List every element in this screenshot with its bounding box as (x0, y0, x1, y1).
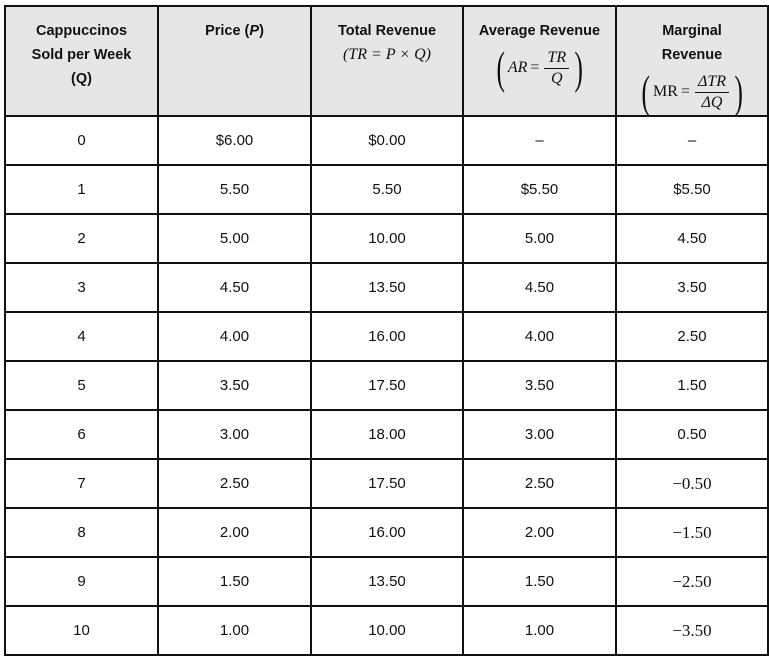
cell-price: 2.50 (158, 459, 311, 508)
cell-average-revenue: – (463, 116, 616, 165)
right-paren: ) (734, 66, 743, 117)
cell-quantity: 5 (5, 361, 158, 410)
ar-lhs: AR (507, 59, 528, 76)
cell-quantity: 4 (5, 312, 158, 361)
cell-average-revenue: 3.50 (463, 361, 616, 410)
revenue-table-container (4, 5, 767, 645)
header-price-suffix: ) (259, 23, 264, 39)
cell-total-revenue: 17.50 (311, 361, 463, 410)
cell-total-revenue: 16.00 (311, 312, 463, 361)
cell-marginal-revenue: −1.50 (616, 508, 768, 557)
cell-total-revenue: $0.00 (311, 116, 463, 165)
table-row (5, 361, 768, 410)
ar-fraction (544, 48, 569, 89)
table-row (5, 263, 768, 312)
cell-average-revenue: 5.00 (463, 214, 616, 263)
cell-marginal-revenue: −0.50 (616, 459, 768, 508)
cell-price: 3.50 (158, 361, 311, 410)
cell-quantity: 10 (5, 606, 158, 655)
ar-equals: = (530, 59, 540, 76)
table-row (5, 116, 768, 165)
header-price-var: P (249, 23, 260, 39)
table-row (5, 165, 768, 214)
mr-lhs: MR (653, 83, 678, 100)
cell-price: 5.50 (158, 165, 311, 214)
average-revenue-formula (493, 42, 587, 93)
header-total-revenue-title: Total Revenue (337, 23, 437, 39)
cell-quantity: 6 (5, 410, 158, 459)
cell-total-revenue: 17.50 (311, 459, 463, 508)
table-row (5, 508, 768, 557)
cell-average-revenue: 1.50 (463, 557, 616, 606)
table-row (5, 606, 768, 655)
cell-quantity: 3 (5, 263, 158, 312)
cell-average-revenue: 3.00 (463, 410, 616, 459)
cell-marginal-revenue: – (616, 116, 768, 165)
mr-numerator: ΔTR (695, 72, 729, 93)
table-row (5, 557, 768, 606)
ar-denominator: Q (551, 69, 563, 87)
cell-marginal-revenue: 3.50 (616, 263, 768, 312)
cell-total-revenue: 10.00 (311, 606, 463, 655)
cell-price: 3.00 (158, 410, 311, 459)
header-marginal-revenue-line2: Revenue (661, 47, 723, 63)
revenue-table (4, 5, 769, 656)
cell-total-revenue: 10.00 (311, 214, 463, 263)
header-marginal-revenue (616, 6, 768, 116)
table-body (5, 116, 768, 655)
cell-quantity: 9 (5, 557, 158, 606)
header-marginal-revenue-line1: Marginal (662, 23, 722, 39)
cell-price: 4.50 (158, 263, 311, 312)
cell-price: 1.50 (158, 557, 311, 606)
cell-marginal-revenue: 1.50 (616, 361, 768, 410)
cell-average-revenue: 2.00 (463, 508, 616, 557)
right-paren: ) (574, 42, 584, 93)
cell-total-revenue: 5.50 (311, 165, 463, 214)
header-total-revenue (311, 6, 463, 116)
header-quantity-line3: (Q) (71, 71, 92, 87)
cell-quantity: 1 (5, 165, 158, 214)
cell-marginal-revenue: −2.50 (616, 557, 768, 606)
ar-numerator: TR (544, 48, 569, 69)
cell-marginal-revenue: −3.50 (616, 606, 768, 655)
header-row (5, 6, 768, 116)
table-row (5, 312, 768, 361)
header-quantity (5, 6, 158, 116)
header-quantity-line2: Sold per Week (31, 47, 132, 63)
table-row (5, 214, 768, 263)
cell-total-revenue: 18.00 (311, 410, 463, 459)
mr-fraction (695, 72, 729, 113)
cell-price: 5.00 (158, 214, 311, 263)
cell-price: 4.00 (158, 312, 311, 361)
cell-total-revenue: 16.00 (311, 508, 463, 557)
cell-average-revenue: 4.50 (463, 263, 616, 312)
header-average-revenue (463, 6, 616, 116)
cell-marginal-revenue: 4.50 (616, 214, 768, 263)
cell-average-revenue: 2.50 (463, 459, 616, 508)
cell-average-revenue: $5.50 (463, 165, 616, 214)
cell-quantity: 8 (5, 508, 158, 557)
cell-marginal-revenue: $5.50 (616, 165, 768, 214)
cell-average-revenue: 4.00 (463, 312, 616, 361)
cell-quantity: 0 (5, 116, 158, 165)
header-price-prefix: Price ( (205, 23, 250, 39)
cell-quantity: 2 (5, 214, 158, 263)
header-quantity-line1: Cappuccinos (35, 23, 128, 39)
mr-denominator: ΔQ (701, 93, 723, 111)
cell-price: $6.00 (158, 116, 311, 165)
cell-total-revenue: 13.50 (311, 557, 463, 606)
header-average-revenue-title: Average Revenue (478, 23, 601, 39)
cell-average-revenue: 1.00 (463, 606, 616, 655)
cell-price: 2.00 (158, 508, 311, 557)
cell-marginal-revenue: 2.50 (616, 312, 768, 361)
table-header (5, 6, 768, 116)
cell-marginal-revenue: 0.50 (616, 410, 768, 459)
left-paren: ( (495, 42, 505, 93)
marginal-revenue-formula (638, 66, 747, 117)
cell-price: 1.00 (158, 606, 311, 655)
cell-quantity: 7 (5, 459, 158, 508)
cell-total-revenue: 13.50 (311, 263, 463, 312)
table-row (5, 410, 768, 459)
mr-equals: = (680, 83, 690, 100)
header-price (158, 6, 311, 116)
table-row (5, 459, 768, 508)
header-total-revenue-formula: (TR = P × Q) (343, 46, 431, 63)
left-paren: ( (641, 66, 650, 117)
